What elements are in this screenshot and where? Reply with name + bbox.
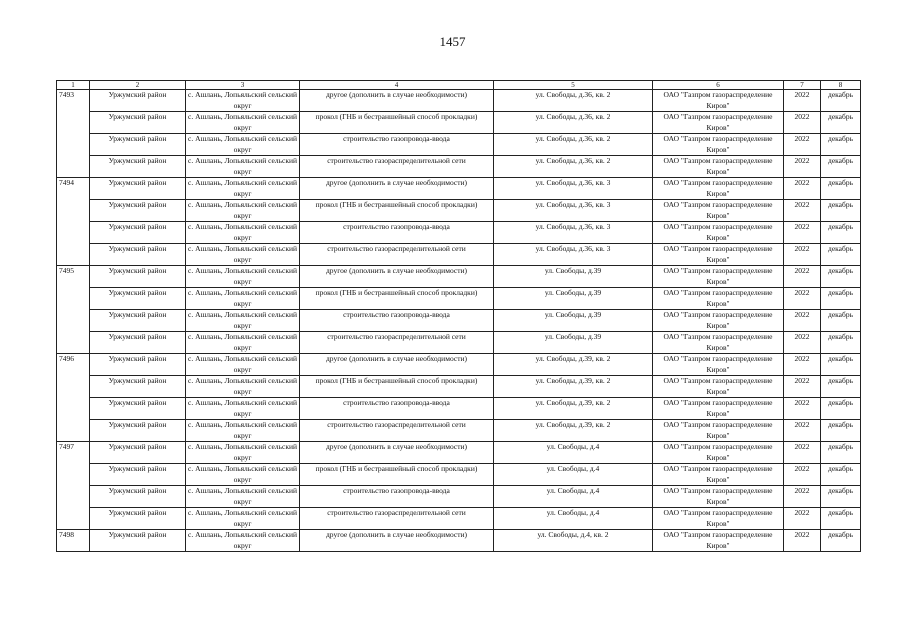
district-cell: Уржумский район [90,112,186,134]
address-cell: ул. Свободы, д.36, кв. 2 [494,156,653,178]
header-cell: 4 [300,81,494,90]
table-body [57,90,861,552]
settlement-cell: с. Ашлань, Лопьяльский сельский округ [186,90,300,112]
year-cell: 2022 [784,354,821,376]
settlement-cell: с. Ашлань, Лопьяльский сельский округ [186,332,300,354]
address-cell: ул. Свободы, д.36, кв. 3 [494,200,653,222]
district-cell: Уржумский район [90,200,186,222]
organization-cell: ОАО "Газпром газораспределение Киров" [653,244,784,266]
work-type-cell: другое (дополнить в случае необходимости) [300,442,494,464]
settlement-cell: с. Ашлань, Лопьяльский сельский округ [186,134,300,156]
month-cell: декабрь [821,508,861,530]
work-type-cell: строительство газопровода-ввода [300,310,494,332]
year-cell: 2022 [784,112,821,134]
month-cell: декабрь [821,332,861,354]
organization-cell: ОАО "Газпром газораспределение Киров" [653,530,784,552]
work-type-cell: другое (дополнить в случае необходимости) [300,266,494,288]
work-type-cell: строительство газораспределительной сети [300,156,494,178]
table-row [57,420,861,442]
year-cell: 2022 [784,222,821,244]
settlement-cell: с. Ашлань, Лопьяльский сельский округ [186,222,300,244]
address-cell: ул. Свободы, д.36, кв. 3 [494,178,653,200]
month-cell: декабрь [821,112,861,134]
organization-cell: ОАО "Газпром газораспределение Киров" [653,354,784,376]
table-row [57,310,861,332]
organization-cell: ОАО "Газпром газораспределение Киров" [653,398,784,420]
month-cell: декабрь [821,200,861,222]
settlement-cell: с. Ашлань, Лопьяльский сельский округ [186,200,300,222]
year-cell: 2022 [784,398,821,420]
table-row [57,112,861,134]
settlement-cell: с. Ашлань, Лопьяльский сельский округ [186,266,300,288]
district-cell: Уржумский район [90,398,186,420]
year-cell: 2022 [784,332,821,354]
district-cell: Уржумский район [90,486,186,508]
work-type-cell: строительство газопровода-ввода [300,486,494,508]
record-number-cell: 7498 [57,530,90,552]
header-cell: 6 [653,81,784,90]
table-row [57,376,861,398]
month-cell: декабрь [821,222,861,244]
address-cell: ул. Свободы, д.4, кв. 2 [494,530,653,552]
header-row [57,81,861,90]
work-type-cell: другое (дополнить в случае необходимости) [300,178,494,200]
work-type-cell: другое (дополнить в случае необходимости) [300,90,494,112]
address-cell: ул. Свободы, д.36, кв. 2 [494,112,653,134]
year-cell: 2022 [784,134,821,156]
address-cell: ул. Свободы, д.36, кв. 2 [494,134,653,156]
address-cell: ул. Свободы, д.39 [494,266,653,288]
organization-cell: ОАО "Газпром газораспределение Киров" [653,508,784,530]
settlement-cell: с. Ашлань, Лопьяльский сельский округ [186,112,300,134]
table-row [57,134,861,156]
address-cell: ул. Свободы, д.36, кв. 3 [494,222,653,244]
record-number-cell: 7494 [57,178,90,266]
work-type-cell: прокол (ГНБ и бестраншейный способ прокладки) [300,376,494,398]
address-cell: ул. Свободы, д.4 [494,464,653,486]
table-row [57,156,861,178]
table-row [57,530,861,552]
work-type-cell: строительство газораспределительной сети [300,420,494,442]
work-type-cell: другое (дополнить в случае необходимости) [300,530,494,552]
settlement-cell: с. Ашлань, Лопьяльский сельский округ [186,244,300,266]
organization-cell: ОАО "Газпром газораспределение Киров" [653,310,784,332]
district-cell: Уржумский район [90,464,186,486]
year-cell: 2022 [784,90,821,112]
work-type-cell: прокол (ГНБ и бестраншейный способ прокладки) [300,200,494,222]
address-cell: ул. Свободы, д.39, кв. 2 [494,420,653,442]
settlement-cell: с. Ашлань, Лопьяльский сельский округ [186,442,300,464]
month-cell: декабрь [821,420,861,442]
organization-cell: ОАО "Газпром газораспределение Киров" [653,420,784,442]
district-cell: Уржумский район [90,90,186,112]
organization-cell: ОАО "Газпром газораспределение Киров" [653,464,784,486]
record-number-cell: 7497 [57,442,90,530]
table-row [57,486,861,508]
address-cell: ул. Свободы, д.4 [494,508,653,530]
month-cell: декабрь [821,266,861,288]
organization-cell: ОАО "Газпром газораспределение Киров" [653,112,784,134]
district-cell: Уржумский район [90,222,186,244]
year-cell: 2022 [784,530,821,552]
organization-cell: ОАО "Газпром газораспределение Киров" [653,442,784,464]
organization-cell: ОАО "Газпром газораспределение Киров" [653,222,784,244]
settlement-cell: с. Ашлань, Лопьяльский сельский округ [186,310,300,332]
organization-cell: ОАО "Газпром газораспределение Киров" [653,200,784,222]
address-cell: ул. Свободы, д.39 [494,332,653,354]
year-cell: 2022 [784,310,821,332]
table-row [57,200,861,222]
year-cell: 2022 [784,442,821,464]
header-cell: 8 [821,81,861,90]
settlement-cell: с. Ашлань, Лопьяльский сельский округ [186,156,300,178]
district-cell: Уржумский район [90,354,186,376]
address-cell: ул. Свободы, д.4 [494,486,653,508]
month-cell: декабрь [821,134,861,156]
organization-cell: ОАО "Газпром газораспределение Киров" [653,156,784,178]
header-cell: 5 [494,81,653,90]
district-cell: Уржумский район [90,310,186,332]
year-cell: 2022 [784,508,821,530]
month-cell: декабрь [821,354,861,376]
year-cell: 2022 [784,464,821,486]
year-cell: 2022 [784,156,821,178]
year-cell: 2022 [784,420,821,442]
month-cell: декабрь [821,310,861,332]
address-cell: ул. Свободы, д.39 [494,310,653,332]
settlement-cell: с. Ашлань, Лопьяльский сельский округ [186,354,300,376]
header-cell: 2 [90,81,186,90]
settlement-cell: с. Ашлань, Лопьяльский сельский округ [186,398,300,420]
year-cell: 2022 [784,266,821,288]
month-cell: декабрь [821,486,861,508]
organization-cell: ОАО "Газпром газораспределение Киров" [653,288,784,310]
settlement-cell: с. Ашлань, Лопьяльский сельский округ [186,486,300,508]
organization-cell: ОАО "Газпром газораспределение Киров" [653,178,784,200]
table-row [57,508,861,530]
work-type-cell: строительство газораспределительной сети [300,332,494,354]
table-row [57,332,861,354]
table-row [57,442,861,464]
organization-cell: ОАО "Газпром газораспределение Киров" [653,376,784,398]
work-type-cell: прокол (ГНБ и бестраншейный способ прокладки) [300,288,494,310]
district-cell: Уржумский район [90,508,186,530]
address-cell: ул. Свободы, д.39 [494,288,653,310]
district-cell: Уржумский район [90,178,186,200]
table-row [57,222,861,244]
month-cell: декабрь [821,376,861,398]
organization-cell: ОАО "Газпром газораспределение Киров" [653,332,784,354]
address-cell: ул. Свободы, д.36, кв. 3 [494,244,653,266]
settlement-cell: с. Ашлань, Лопьяльский сельский округ [186,508,300,530]
month-cell: декабрь [821,244,861,266]
work-type-cell: строительство газопровода-ввода [300,222,494,244]
district-cell: Уржумский район [90,244,186,266]
work-type-cell: строительство газопровода-ввода [300,398,494,420]
month-cell: декабрь [821,530,861,552]
month-cell: декабрь [821,464,861,486]
table-row [57,90,861,112]
work-type-cell: прокол (ГНБ и бестраншейный способ прокладки) [300,112,494,134]
work-type-cell: строительство газораспределительной сети [300,244,494,266]
year-cell: 2022 [784,486,821,508]
table-row [57,464,861,486]
address-cell: ул. Свободы, д.39, кв. 2 [494,376,653,398]
address-cell: ул. Свободы, д.39, кв. 2 [494,398,653,420]
district-cell: Уржумский район [90,266,186,288]
settlement-cell: с. Ашлань, Лопьяльский сельский округ [186,376,300,398]
month-cell: декабрь [821,178,861,200]
settlement-cell: с. Ашлань, Лопьяльский сельский округ [186,288,300,310]
district-cell: Уржумский район [90,288,186,310]
work-type-cell: прокол (ГНБ и бестраншейный способ прокладки) [300,464,494,486]
organization-cell: ОАО "Газпром газораспределение Киров" [653,486,784,508]
district-cell: Уржумский район [90,420,186,442]
district-cell: Уржумский район [90,156,186,178]
month-cell: декабрь [821,90,861,112]
address-cell: ул. Свободы, д.4 [494,442,653,464]
settlement-cell: с. Ашлань, Лопьяльский сельский округ [186,464,300,486]
organization-cell: ОАО "Газпром газораспределение Киров" [653,266,784,288]
year-cell: 2022 [784,288,821,310]
table-row [57,288,861,310]
work-type-cell: другое (дополнить в случае необходимости) [300,354,494,376]
month-cell: декабрь [821,156,861,178]
district-cell: Уржумский район [90,134,186,156]
work-type-cell: строительство газораспределительной сети [300,508,494,530]
header-cell: 1 [57,81,90,90]
month-cell: декабрь [821,442,861,464]
table-row [57,178,861,200]
data-table [56,80,861,552]
district-cell: Уржумский район [90,530,186,552]
month-cell: декабрь [821,288,861,310]
settlement-cell: с. Ашлань, Лопьяльский сельский округ [186,178,300,200]
record-number-cell: 7495 [57,266,90,354]
address-cell: ул. Свободы, д.39, кв. 2 [494,354,653,376]
record-number-cell: 7496 [57,354,90,442]
year-cell: 2022 [784,200,821,222]
district-cell: Уржумский район [90,376,186,398]
district-cell: Уржумский район [90,332,186,354]
table-header [57,81,861,90]
year-cell: 2022 [784,376,821,398]
page-number: 1457 [439,34,466,49]
record-number-cell: 7493 [57,90,90,178]
header-cell: 3 [186,81,300,90]
work-type-cell: строительство газопровода-ввода [300,134,494,156]
header-cell: 7 [784,81,821,90]
district-cell: Уржумский район [90,442,186,464]
settlement-cell: с. Ашлань, Лопьяльский сельский округ [186,530,300,552]
table-row [57,266,861,288]
month-cell: декабрь [821,398,861,420]
table-row [57,354,861,376]
organization-cell: ОАО "Газпром газораспределение Киров" [653,90,784,112]
address-cell: ул. Свободы, д.36, кв. 2 [494,90,653,112]
table-row [57,244,861,266]
table-row [57,398,861,420]
year-cell: 2022 [784,244,821,266]
settlement-cell: с. Ашлань, Лопьяльский сельский округ [186,420,300,442]
organization-cell: ОАО "Газпром газораспределение Киров" [653,134,784,156]
year-cell: 2022 [784,178,821,200]
